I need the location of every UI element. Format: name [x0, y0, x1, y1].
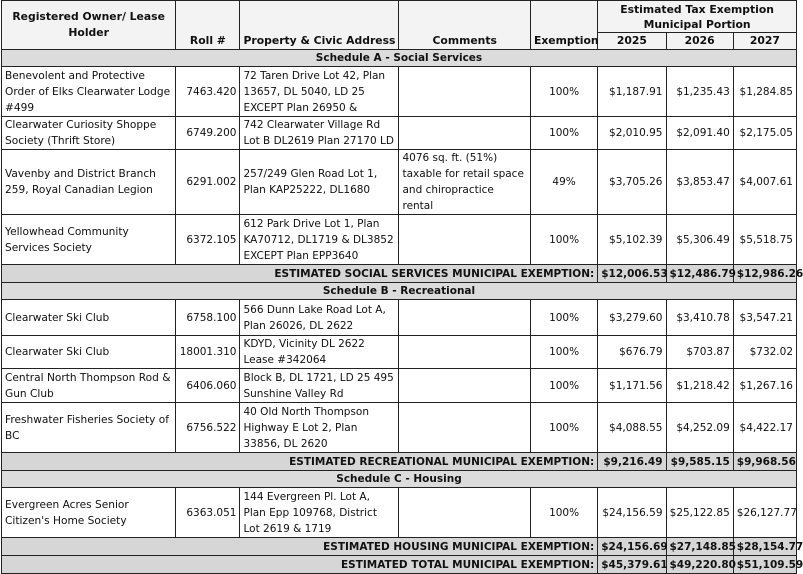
- amount-2027: $1,267.16: [733, 369, 796, 403]
- header-roll: Roll #: [176, 1, 240, 50]
- grand-total-2027: $51,109.59: [733, 556, 796, 574]
- subtotal-label: ESTIMATED HOUSING MUNICIPAL EXEMPTION:: [2, 538, 598, 556]
- subtotal-2026: $9,585.15: [666, 453, 733, 471]
- header-owner: Registered Owner/ Lease Holder: [2, 1, 176, 50]
- owner-cell: Benevolent and Protective Order of Elks Clearwater Lodge #499: [2, 67, 176, 117]
- tax-exemption-table: [1, 0, 803, 574]
- amount-2027: $1,284.85: [733, 67, 796, 117]
- amount-2027: $4,422.17: [733, 403, 796, 453]
- subtotal-row: [2, 538, 797, 556]
- exemption-cell: 100%: [530, 300, 597, 336]
- owner-cell: Freshwater Fisheries Society of BC: [2, 403, 176, 453]
- amount-2027: $3,547.21: [733, 300, 796, 336]
- subtotal-2025: $12,006.53: [598, 265, 666, 283]
- subtotal-label: ESTIMATED RECREATIONAL MUNICIPAL EXEMPTION:: [2, 453, 598, 471]
- owner-cell: Yellowhead Community Services Society: [2, 215, 176, 265]
- exemption-cell: 100%: [530, 369, 597, 403]
- amount-2027: $4,007.61: [733, 150, 796, 215]
- comments-cell: [399, 403, 530, 453]
- grand-total-label: ESTIMATED TOTAL MUNICIPAL EXEMPTION:: [2, 556, 598, 574]
- amount-2025: $2,010.95: [598, 117, 666, 150]
- header-exemption: Exemption: [530, 1, 597, 50]
- amount-2027: $732.02: [733, 336, 796, 369]
- comments-cell: [399, 215, 530, 265]
- table-row: [2, 403, 797, 453]
- roll-cell: 6758.100: [176, 300, 240, 336]
- owner-cell: Clearwater Curiosity Shoppe Society (Thrift Store): [2, 117, 176, 150]
- owner-cell: Evergreen Acres Senior Citizen's Home Society: [2, 488, 176, 538]
- amount-2027: $26,127.77: [733, 488, 796, 538]
- amount-2026: $1,218.42: [666, 369, 733, 403]
- schedule-a-title: Schedule A - Social Services: [2, 50, 797, 67]
- amount-2025: $24,156.59: [598, 488, 666, 538]
- amount-2025: $5,102.39: [598, 215, 666, 265]
- comments-cell: [399, 117, 530, 150]
- table-row: [2, 336, 797, 369]
- comments-cell: [399, 369, 530, 403]
- table-row: [2, 369, 797, 403]
- roll-cell: 6406.060: [176, 369, 240, 403]
- roll-cell: 7463.420: [176, 67, 240, 117]
- amount-2025: $1,187.91: [598, 67, 666, 117]
- amount-2026: $1,235.43: [666, 67, 733, 117]
- table-row: [2, 150, 797, 215]
- subtotal-2025: $24,156.69: [598, 538, 666, 556]
- roll-cell: 6749.200: [176, 117, 240, 150]
- comments-cell: [399, 336, 530, 369]
- subtotal-2025: $9,216.49: [598, 453, 666, 471]
- comments-cell: [399, 300, 530, 336]
- amount-2025: $3,705.26: [598, 150, 666, 215]
- comments-cell: [399, 488, 530, 538]
- exemption-cell: 100%: [530, 403, 597, 453]
- grand-total-row: [2, 556, 797, 574]
- address-cell: Block B, DL 1721, LD 25 495 Sunshine Valley Rd: [240, 369, 399, 403]
- roll-cell: 18001.310: [176, 336, 240, 369]
- roll-cell: 6756.522: [176, 403, 240, 453]
- amount-2025: $676.79: [598, 336, 666, 369]
- roll-cell: 6372.105: [176, 215, 240, 265]
- table-row: [2, 215, 797, 265]
- address-cell: 566 Dunn Lake Road Lot A, Plan 26026, DL 2622: [240, 300, 399, 336]
- amount-2026: $3,853.47: [666, 150, 733, 215]
- address-cell: 257/249 Glen Road Lot 1, Plan KAP25222, DL1680: [240, 150, 399, 215]
- amount-2026: $25,122.85: [666, 488, 733, 538]
- grand-total-2026: $49,220.80: [666, 556, 733, 574]
- amount-2026: $5,306.49: [666, 215, 733, 265]
- table-row: [2, 488, 797, 538]
- exemption-cell: 100%: [530, 336, 597, 369]
- owner-cell: Central North Thompson Rod & Gun Club: [2, 369, 176, 403]
- table-row: [2, 117, 797, 150]
- subtotal-row: [2, 265, 797, 283]
- table-row: [2, 67, 797, 117]
- roll-cell: 6291.002: [176, 150, 240, 215]
- schedule-c-title: Schedule C - Housing: [2, 471, 797, 488]
- amount-2026: $3,410.78: [666, 300, 733, 336]
- amount-2026: $703.87: [666, 336, 733, 369]
- subtotal-2027: $28,154.77: [733, 538, 796, 556]
- roll-cell: 6363.051: [176, 488, 240, 538]
- exemption-cell: 100%: [530, 488, 597, 538]
- exemption-cell: 100%: [530, 117, 597, 150]
- address-cell: 40 Old North Thompson Highway E Lot 2, Plan 33856, DL 2620: [240, 403, 399, 453]
- exemption-cell: 100%: [530, 215, 597, 265]
- header-year-2027: 2027: [733, 33, 796, 50]
- subtotal-2027: $12,986.26: [733, 265, 796, 283]
- header-year-2026: 2026: [666, 33, 733, 50]
- amount-2026: $4,252.09: [666, 403, 733, 453]
- schedule-b-title: Schedule B - Recreational: [2, 283, 797, 300]
- exemption-cell: 49%: [530, 150, 597, 215]
- address-cell: 742 Clearwater Village Rd Lot B DL2619 Plan 27170 LD: [240, 117, 399, 150]
- exemption-cell: 100%: [530, 67, 597, 117]
- owner-cell: Vavenby and District Branch 259, Royal Canadian Legion: [2, 150, 176, 215]
- amount-2025: $1,171.56: [598, 369, 666, 403]
- header-address: Property & Civic Address: [240, 1, 399, 50]
- comments-cell: [399, 67, 530, 117]
- subtotal-2026: $12,486.79: [666, 265, 733, 283]
- amount-2026: $2,091.40: [666, 117, 733, 150]
- comments-cell: 4076 sq. ft. (51%) taxable for retail space and chiropractice rental: [399, 150, 530, 215]
- grand-total-2025: $45,379.61: [598, 556, 666, 574]
- address-cell: KDYD, Vicinity DL 2622 Lease #342064: [240, 336, 399, 369]
- amount-2025: $3,279.60: [598, 300, 666, 336]
- owner-cell: Clearwater Ski Club: [2, 300, 176, 336]
- header-year-2025: 2025: [598, 33, 666, 50]
- address-cell: 144 Evergreen Pl. Lot A, Plan Epp 109768, District Lot 2619 & 1719: [240, 488, 399, 538]
- header-comments: Comments: [399, 1, 530, 50]
- table-row: [2, 300, 797, 336]
- address-cell: 612 Park Drive Lot 1, Plan KA70712, DL1719 & DL3852 EXCEPT Plan EPP3640: [240, 215, 399, 265]
- amount-2027: $5,518.75: [733, 215, 796, 265]
- header-estimate-title: Estimated Tax Exemption Municipal Portion: [598, 1, 797, 33]
- address-cell: 72 Taren Drive Lot 42, Plan 13657, DL 5040, LD 25 EXCEPT Plan 26950 &: [240, 67, 399, 117]
- owner-cell: Clearwater Ski Club: [2, 336, 176, 369]
- subtotal-row: [2, 453, 797, 471]
- amount-2027: $2,175.05: [733, 117, 796, 150]
- subtotal-label: ESTIMATED SOCIAL SERVICES MUNICIPAL EXEMPTION:: [2, 265, 598, 283]
- amount-2025: $4,088.55: [598, 403, 666, 453]
- subtotal-2027: $9,968.56: [733, 453, 796, 471]
- subtotal-2026: $27,148.85: [666, 538, 733, 556]
